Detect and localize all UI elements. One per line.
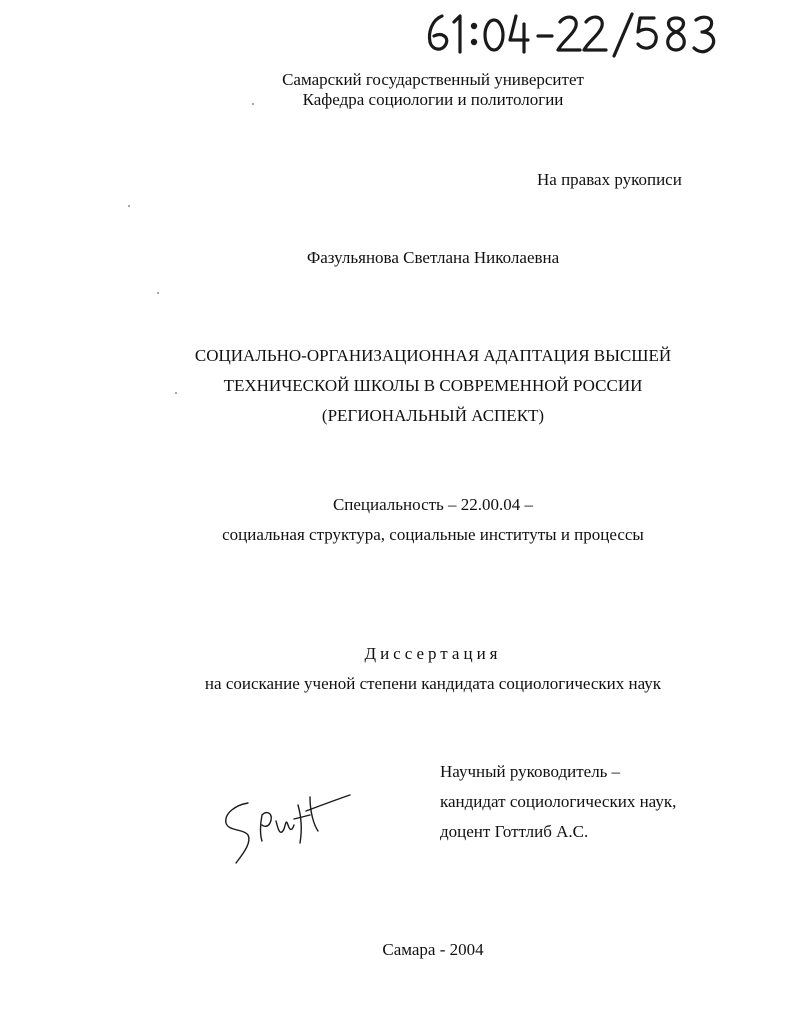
handwritten-archive-number (420, 8, 730, 58)
scan-speck (175, 392, 177, 394)
document-type: Диссертация (364, 644, 502, 663)
author-name: Фазульянова Светлана Николаевна (306, 248, 560, 267)
specialty-code: Специальность – 22.00.04 – (332, 495, 534, 514)
scan-speck (128, 205, 130, 207)
advisor-name: доцент Готтлиб А.С. (440, 822, 589, 841)
thesis-title-line-3: (РЕГИОНАЛЬНЫЙ АСПЕКТ) (321, 406, 545, 425)
degree-description: на соискание ученой степени кандидата социологических наук (204, 674, 662, 693)
thesis-title-line-1: СОЦИАЛЬНО-ОРГАНИЗАЦИОННАЯ АДАПТАЦИЯ ВЫСШЕЙ (194, 346, 672, 365)
manuscript-rights: На правах рукописи (537, 170, 682, 189)
author-signature (218, 785, 358, 875)
advisor-degree: кандидат социологических наук, (440, 792, 677, 811)
university-name: Самарский государственный университет (282, 70, 584, 89)
advisor-role: Научный руководитель – (440, 762, 621, 781)
scan-speck (157, 292, 159, 294)
thesis-title-line-2: ТЕХНИЧЕСКОЙ ШКОЛЫ В СОВРЕМЕННОЙ РОССИИ (223, 376, 643, 395)
specialty-description: социальная структура, социальные институты и процессы (222, 525, 644, 544)
place-and-year: Самара - 2004 (382, 940, 484, 959)
department-name: Кафедра социологии и политологии (302, 90, 564, 109)
scan-speck (252, 103, 254, 105)
